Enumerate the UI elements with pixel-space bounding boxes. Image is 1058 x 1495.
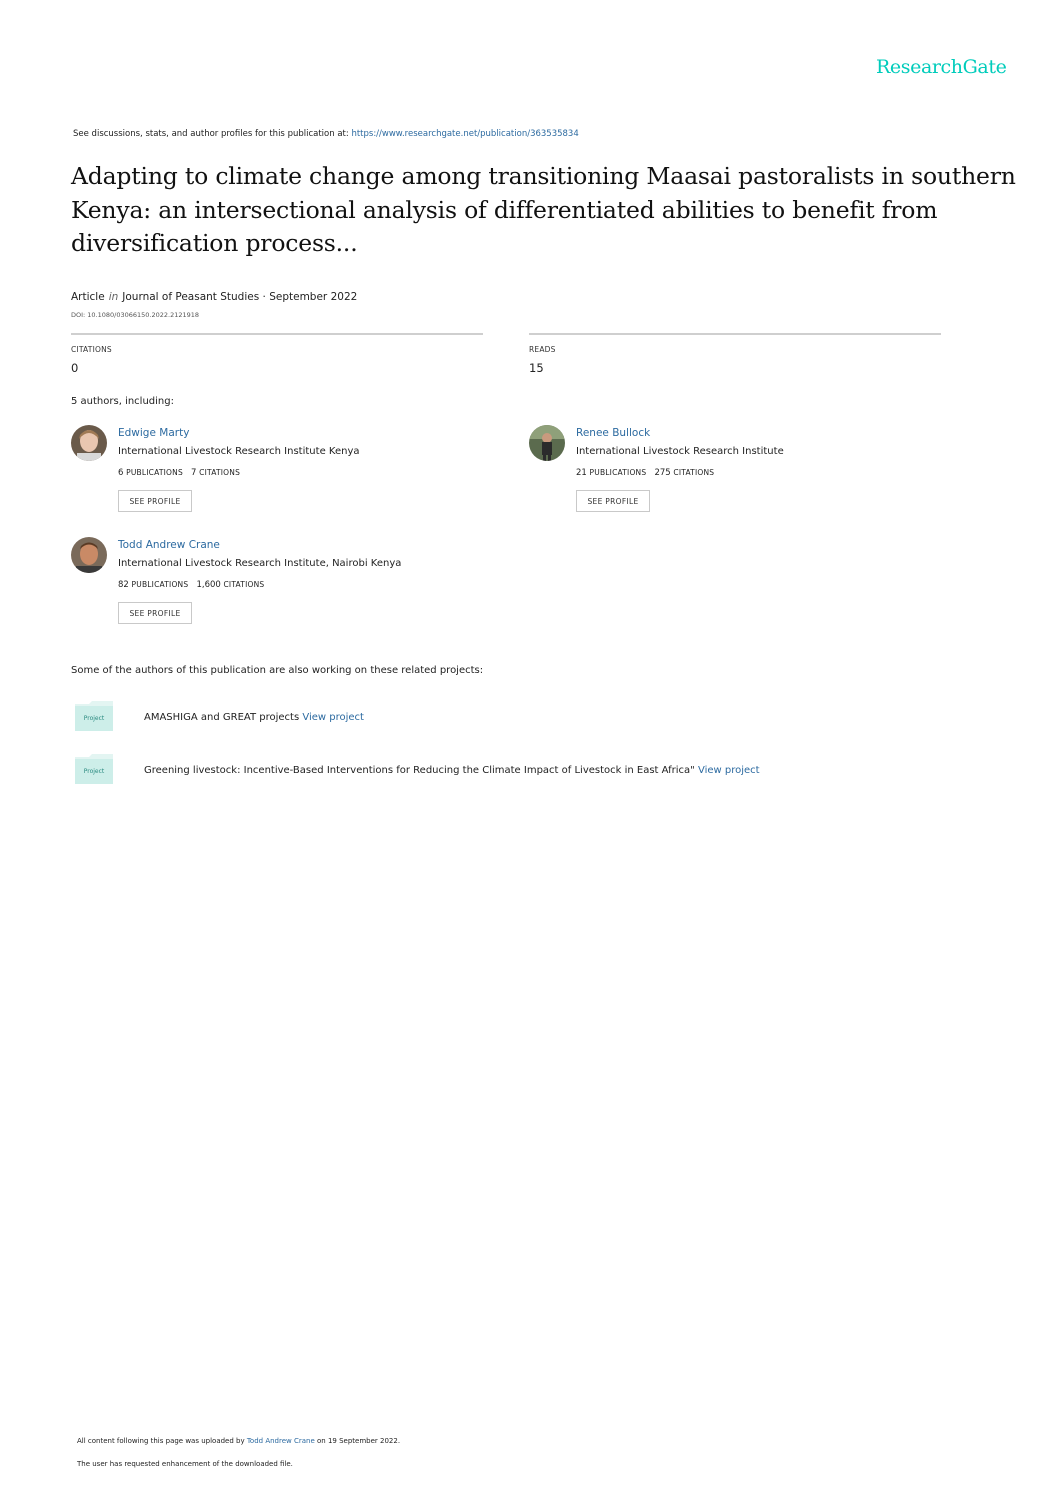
citations-label: CITATIONS bbox=[71, 345, 112, 354]
citations-label: CITATIONS bbox=[673, 468, 715, 477]
divider-citations bbox=[71, 333, 483, 335]
in-word: in bbox=[108, 291, 119, 303]
citations-count: 1,600 bbox=[196, 580, 221, 590]
author-name-edwige-marty[interactable]: Edwige Marty bbox=[118, 427, 190, 439]
project-icon-label: Project bbox=[83, 715, 105, 722]
publication-type: Article bbox=[71, 291, 105, 303]
citations-value: 0 bbox=[71, 361, 79, 375]
author-stats bbox=[576, 468, 714, 478]
avatar-todd-andrew-crane[interactable] bbox=[71, 537, 107, 573]
project-folder-icon bbox=[75, 701, 113, 735]
researchgate-logo[interactable]: ResearchGate bbox=[876, 56, 1007, 78]
project-folder-icon bbox=[75, 754, 113, 788]
citations-count: 7 bbox=[191, 468, 197, 478]
publications-count: 6 bbox=[118, 468, 124, 478]
reads-label: READS bbox=[529, 345, 556, 354]
project-title: Greening livestock: Incentive-Based Interventions for Reducing the Climate Impact of Livestock in East Africa" bbox=[144, 765, 698, 776]
enhancement-note: The user has requested enhancement of the downloaded file. bbox=[77, 1460, 293, 1468]
view-project-link[interactable]: View project bbox=[302, 712, 364, 723]
project-item bbox=[144, 712, 364, 723]
publication-intro bbox=[73, 129, 579, 139]
uploader-link[interactable]: Todd Andrew Crane bbox=[246, 1437, 315, 1445]
publications-count: 82 bbox=[118, 580, 129, 590]
view-project-link[interactable]: View project bbox=[697, 765, 760, 776]
author-stats bbox=[118, 580, 264, 590]
project-item bbox=[144, 765, 760, 776]
author-institution: International Livestock Research Institute bbox=[576, 446, 784, 457]
publications-count: 21 bbox=[576, 468, 587, 478]
intro-text: See discussions, stats, and author profiles for this publication at: bbox=[73, 129, 352, 139]
publication-url-link[interactable]: https://www.researchgate.net/publication/363535834 bbox=[351, 129, 579, 139]
related-projects-heading: Some of the authors of this publication are also working on these related projects: bbox=[71, 665, 484, 676]
project-title: AMASHIGA and GREAT projects bbox=[144, 712, 303, 723]
publications-label: PUBLICATIONS bbox=[589, 468, 647, 477]
authors-heading: 5 authors, including: bbox=[71, 396, 174, 407]
publication-title: Adapting to climate change among transitioning Maasai pastoralists in southern Kenya: an intersectional analysis of differentiated abilities to benefit from diversification process... bbox=[71, 162, 1016, 257]
author-institution: International Livestock Research Institute, Nairobi Kenya bbox=[118, 558, 402, 569]
upload-suffix: on 19 September 2022. bbox=[314, 1437, 401, 1445]
publication-meta bbox=[71, 291, 357, 303]
author-institution: International Livestock Research Institute Kenya bbox=[118, 446, 360, 457]
author-name-renee-bullock[interactable]: Renee Bullock bbox=[576, 427, 651, 439]
see-profile-button-edwige-marty[interactable]: SEE PROFILE bbox=[118, 490, 192, 512]
see-profile-button-renee-bullock[interactable]: SEE PROFILE bbox=[576, 490, 650, 512]
avatar-edwige-marty[interactable] bbox=[71, 425, 107, 461]
journal-info: Journal of Peasant Studies · September 2022 bbox=[122, 291, 358, 303]
doi: DOI: 10.1080/03066150.2022.2121918 bbox=[71, 311, 200, 319]
author-stats bbox=[118, 468, 240, 478]
citations-count: 275 bbox=[654, 468, 671, 478]
avatar-renee-bullock[interactable] bbox=[529, 425, 565, 461]
reads-value: 15 bbox=[529, 361, 544, 375]
divider-reads bbox=[529, 333, 941, 335]
author-name-todd-andrew-crane[interactable]: Todd Andrew Crane bbox=[118, 539, 220, 551]
publications-label: PUBLICATIONS bbox=[131, 580, 189, 589]
project-icon-label: Project bbox=[83, 768, 105, 775]
upload-note bbox=[77, 1437, 400, 1445]
citations-label: CITATIONS bbox=[223, 580, 265, 589]
see-profile-button-todd-andrew-crane[interactable]: SEE PROFILE bbox=[118, 602, 192, 624]
publications-label: PUBLICATIONS bbox=[126, 468, 183, 477]
upload-prefix: All content following this page was uploaded by bbox=[77, 1437, 247, 1445]
citations-label: CITATIONS bbox=[199, 468, 241, 477]
